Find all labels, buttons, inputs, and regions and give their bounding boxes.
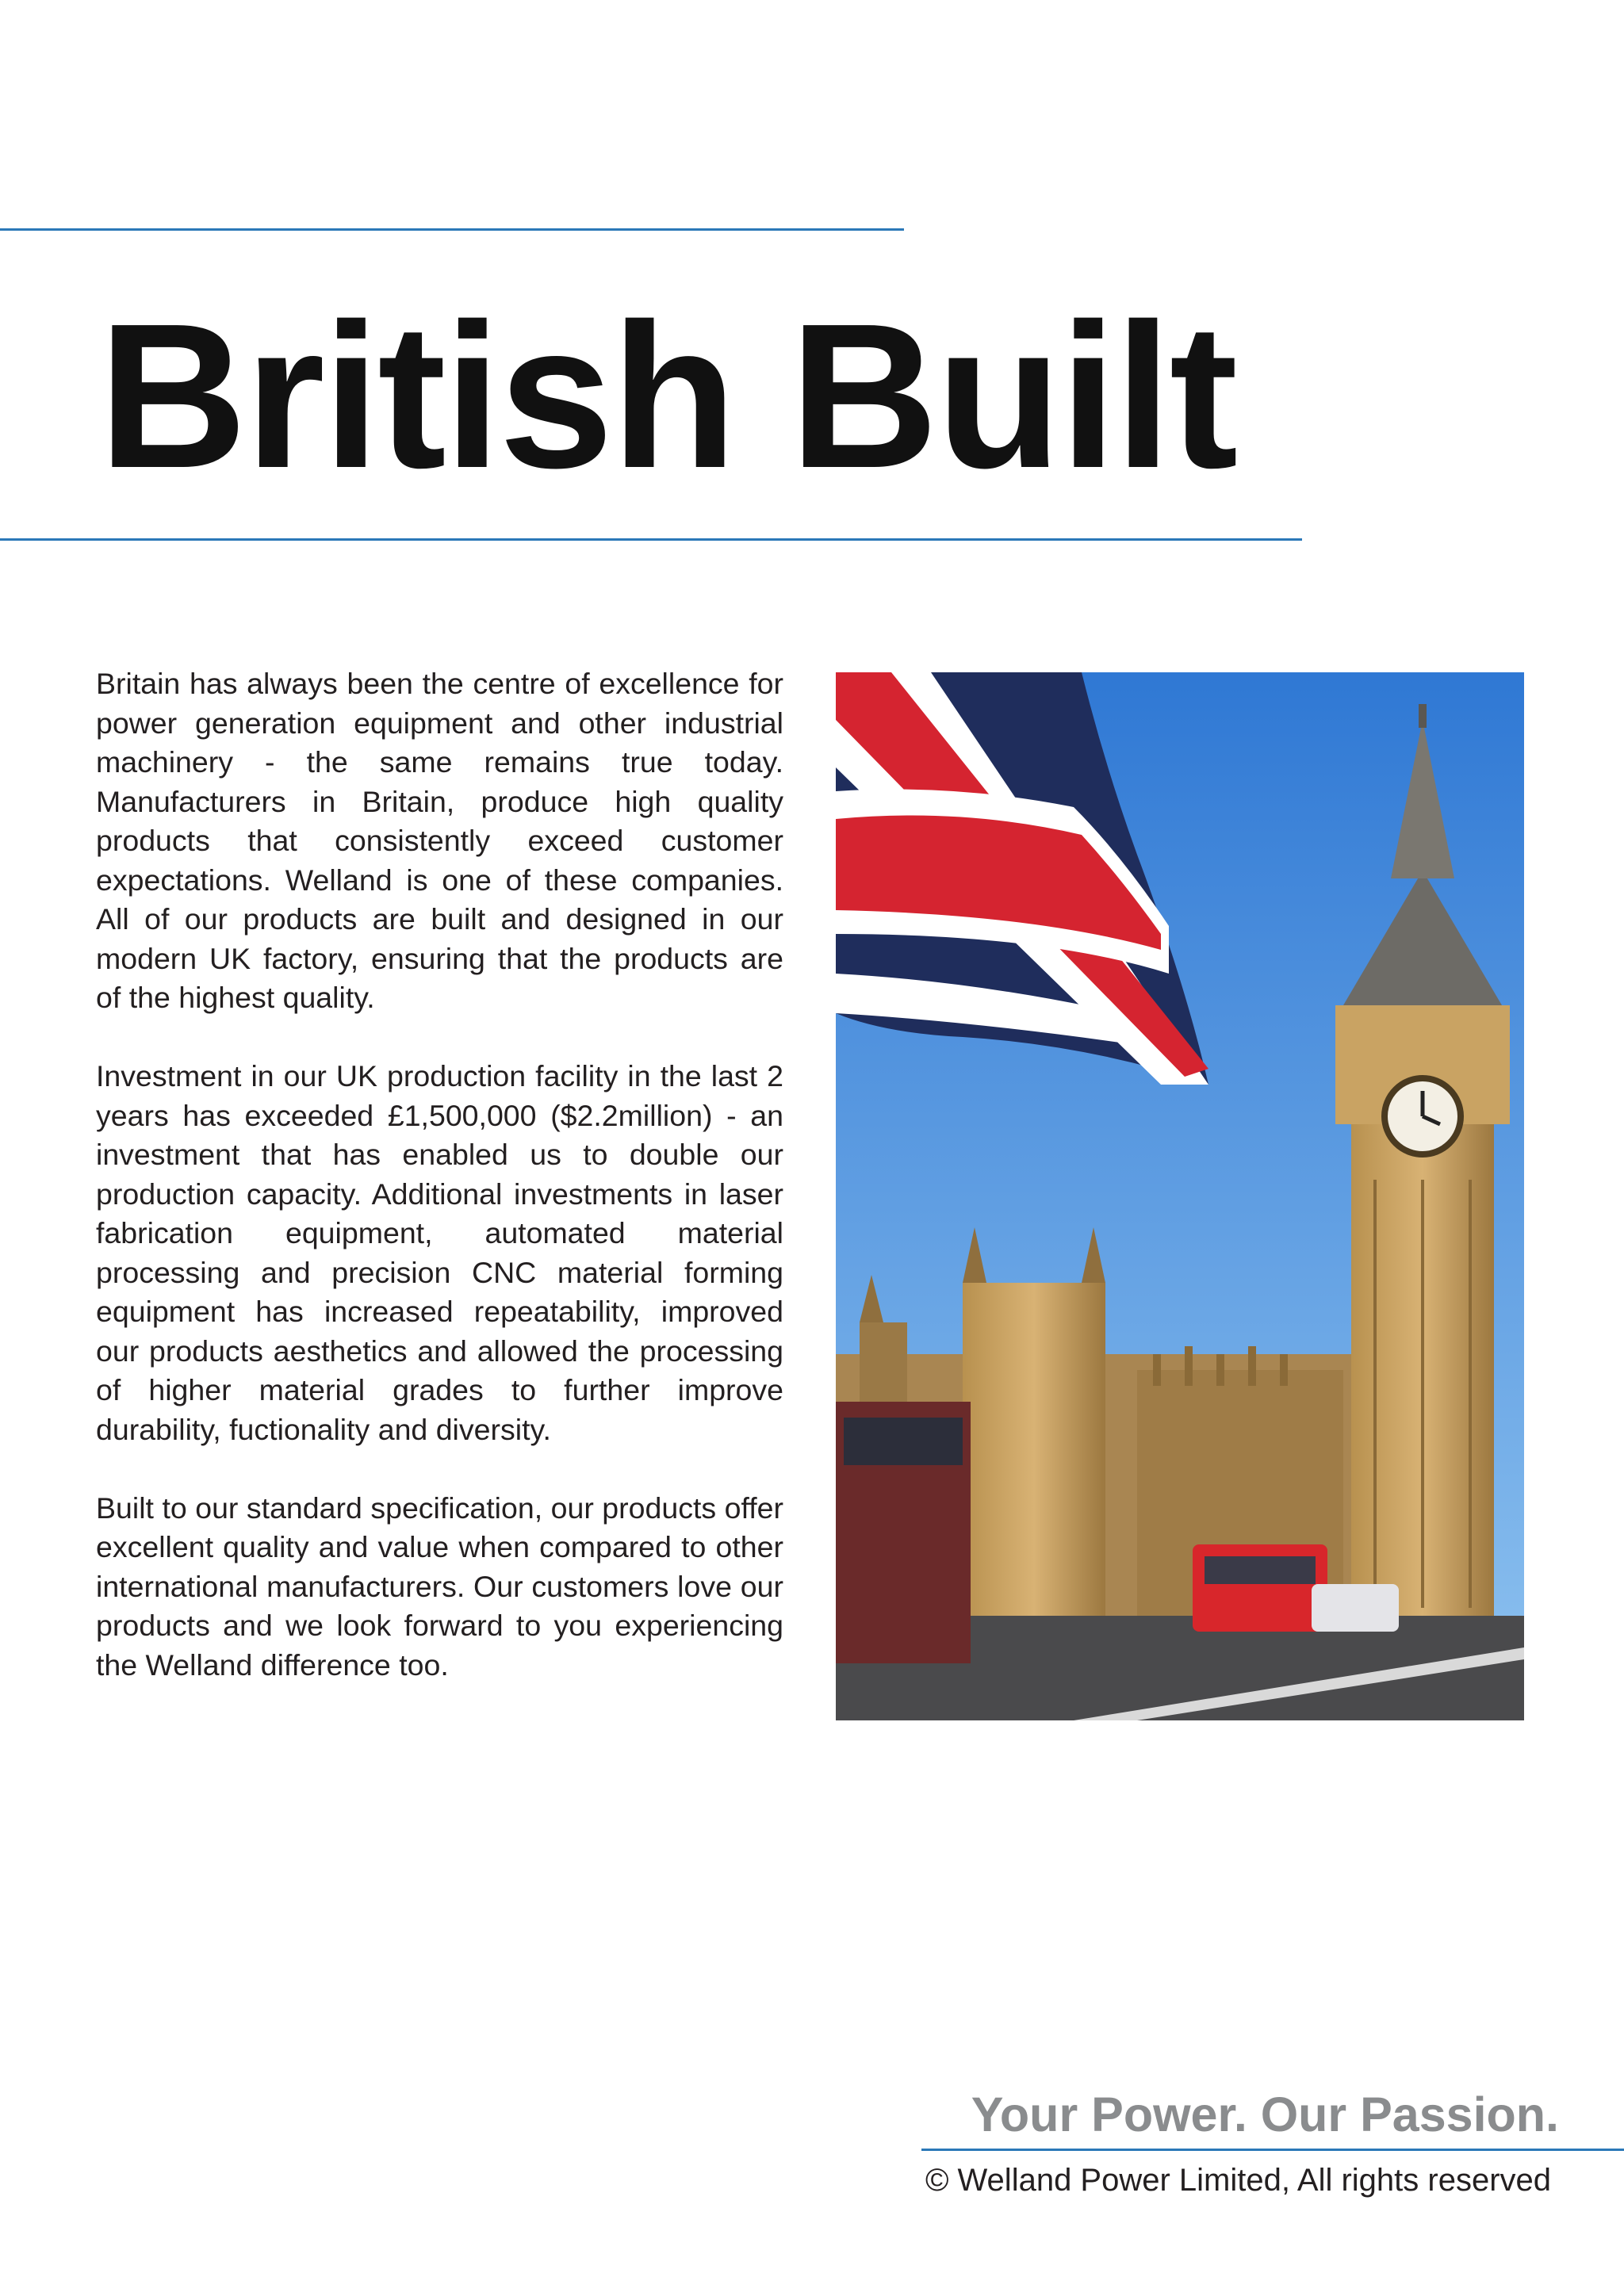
paragraph-intro: Britain has always been the centre of excellence for power generation equipment and other industrial machinery - the same remains true today. Manufacturers in Britain, produce high quality products that consistently exceed customer expectations. Welland is one of these companies. All of our products are built and designed in our modern UK factory, ensuring that the products are of the highest quality. [96, 667, 783, 1014]
title-divider-line [0, 538, 1302, 541]
london-photo [836, 672, 1524, 1720]
page-title: British Built [98, 281, 1236, 511]
copyright-notice: © Welland Power Limited, All rights reserved [925, 2163, 1551, 2198]
slogan: Your Power. Our Passion. [971, 2087, 1559, 2141]
body-text [96, 664, 783, 1724]
footer-divider-line [921, 2149, 1624, 2151]
paragraph-specification: Built to our standard specification, our products offer excellent quality and value when compared to other international manufacturers. Our customers love our products and we look forward to you experiencing the Welland difference too. [96, 1490, 783, 1682]
paragraph-investment: Investment in our UK production facility in the last 2 years has exceeded £1,500,000 ($2.2million) - an investment that has enabled us to double our production capacity. Additional investments in laser fabrication equipment, automated material processing and precision CNC material forming equipment has increased repeatability, improved our products aesthetics and allowed the processing of higher material grades to further improve durability, fuctionality and diversity. [96, 1059, 783, 1446]
top-divider-line [0, 228, 904, 231]
big-ben-union-flag-illustration [836, 672, 1524, 1720]
